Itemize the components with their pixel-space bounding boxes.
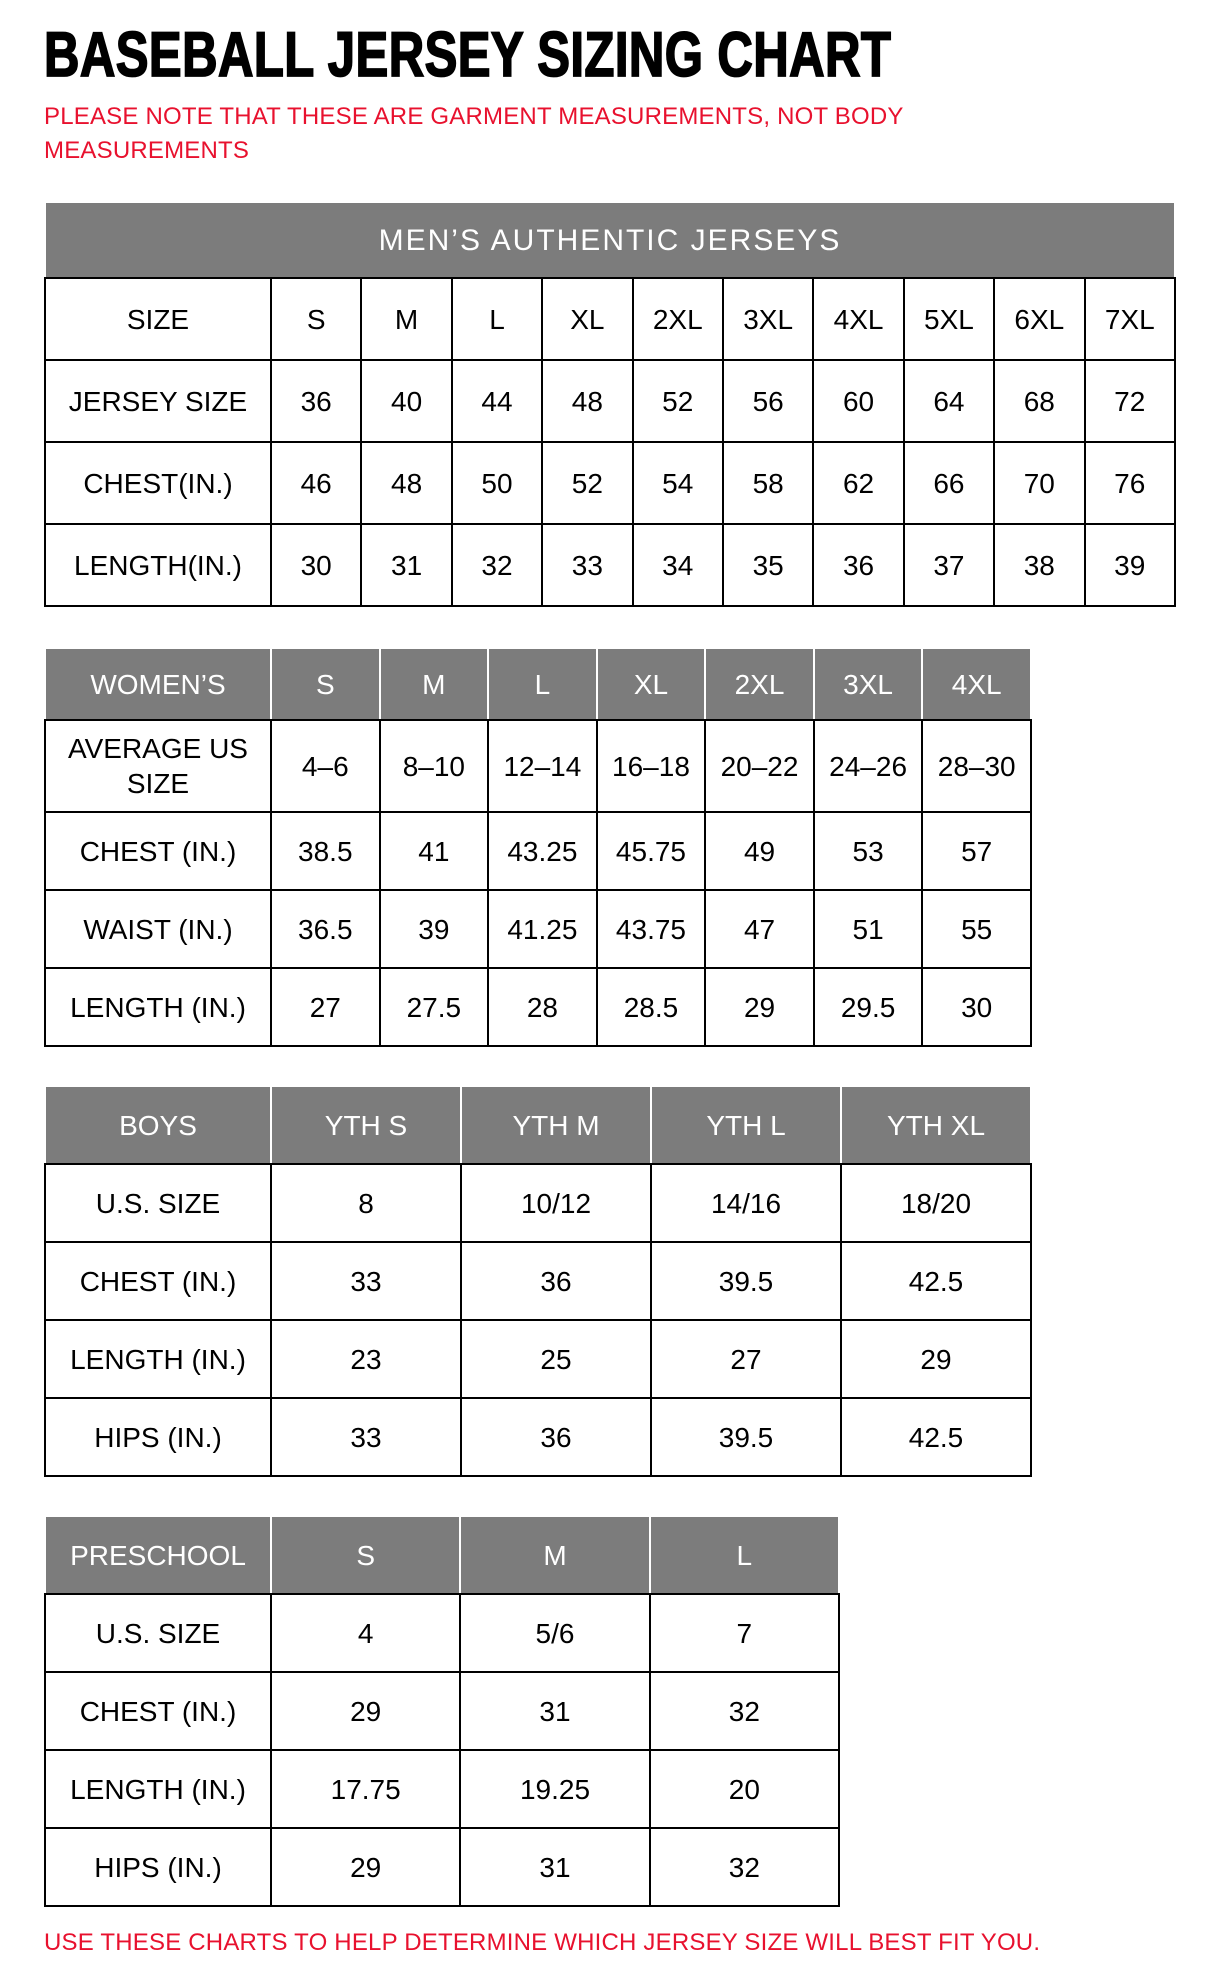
value-cell: 47 [705,890,814,968]
table-row [45,1594,839,1672]
value-cell: 29.5 [814,968,923,1046]
table-row [45,812,1031,890]
row-label: HIPS (IN.) [45,1828,271,1906]
row-label: CHEST (IN.) [45,1672,271,1750]
value-cell: 14/16 [651,1164,841,1242]
value-cell: 32 [650,1672,839,1750]
row-label: LENGTH (IN.) [45,968,271,1046]
table-title: PRESCHOOL [45,1516,271,1594]
value-cell: 43.25 [488,812,597,890]
value-cell: 18/20 [841,1164,1031,1242]
col-header: YTH S [271,1086,461,1164]
table-title: WOMEN’S [45,648,271,720]
value-cell: 4 [271,1594,460,1672]
value-cell: 64 [904,360,994,442]
value-cell: 58 [723,442,813,524]
value-cell: 36 [461,1398,651,1476]
row-label: CHEST (IN.) [45,812,271,890]
col-header: XL [542,278,632,360]
mens-authentic-jerseys-table [44,201,1176,607]
table-row [45,720,1031,812]
value-cell: 38 [994,524,1084,606]
row-label: CHEST (IN.) [45,1242,271,1320]
col-header: S [271,1516,460,1594]
table-row [45,1398,1031,1476]
col-header: 4XL [813,278,903,360]
col-header: 2XL [705,648,814,720]
table-row [45,202,1175,278]
value-cell: 41 [380,812,489,890]
value-cell: 34 [633,524,723,606]
value-cell: 36 [271,360,361,442]
value-cell: 36 [461,1242,651,1320]
value-cell: 42.5 [841,1242,1031,1320]
row-label: CHEST(IN.) [45,442,271,524]
table-row [45,442,1175,524]
value-cell: 62 [813,442,903,524]
row-label: JERSEY SIZE [45,360,271,442]
col-header: S [271,278,361,360]
value-cell: 29 [271,1828,460,1906]
value-cell: 54 [633,442,723,524]
col-header: XL [597,648,706,720]
value-cell: 7 [650,1594,839,1672]
value-cell: 16–18 [597,720,706,812]
value-cell: 48 [361,442,451,524]
value-cell: 28 [488,968,597,1046]
value-cell: 38.5 [271,812,380,890]
value-cell: 36.5 [271,890,380,968]
value-cell: 10/12 [461,1164,651,1242]
value-cell: 45.75 [597,812,706,890]
value-cell: 31 [460,1672,649,1750]
value-cell: 51 [814,890,923,968]
row-label: WAIST (IN.) [45,890,271,968]
table-row [45,890,1031,968]
value-cell: 27 [271,968,380,1046]
value-cell: 39 [380,890,489,968]
value-cell: 70 [994,442,1084,524]
value-cell: 33 [271,1398,461,1476]
col-header: YTH M [461,1086,651,1164]
value-cell: 8 [271,1164,461,1242]
table-row [45,360,1175,442]
table-row [45,1086,1031,1164]
col-header: M [361,278,451,360]
value-cell: 48 [542,360,632,442]
table-row [45,1672,839,1750]
value-cell: 55 [922,890,1031,968]
fit-advice-note: USE THESE CHARTS TO HELP DETERMINE WHICH JERSEY SIZE WILL BEST FIT YOU. [44,1929,1041,1957]
value-cell: 8–10 [380,720,489,812]
value-cell: 52 [633,360,723,442]
value-cell: 43.75 [597,890,706,968]
table-row [45,1750,839,1828]
row-label: LENGTH (IN.) [45,1750,271,1828]
value-cell: 72 [1085,360,1175,442]
value-cell: 28.5 [597,968,706,1046]
col-header: 6XL [994,278,1084,360]
col-header: M [380,648,489,720]
value-cell: 60 [813,360,903,442]
value-cell: 4–6 [271,720,380,812]
table-row [45,648,1031,720]
value-cell: 23 [271,1320,461,1398]
table-title: MEN’S AUTHENTIC JERSEYS [45,202,1175,278]
row-label: LENGTH (IN.) [45,1320,271,1398]
value-cell: 56 [723,360,813,442]
table-title: BOYS [45,1086,271,1164]
value-cell: 50 [452,442,542,524]
table-row [45,1164,1031,1242]
table-row [45,968,1031,1046]
page-title: BASEBALL JERSEY SIZING CHART [44,20,892,90]
value-cell: 29 [841,1320,1031,1398]
value-cell: 28–30 [922,720,1031,812]
value-cell: 46 [271,442,361,524]
value-cell: 35 [723,524,813,606]
value-cell: 40 [361,360,451,442]
value-cell: 49 [705,812,814,890]
value-cell: 37 [904,524,994,606]
value-cell: 30 [271,524,361,606]
value-cell: 19.25 [460,1750,649,1828]
col-header: YTH L [651,1086,841,1164]
table-row [45,1516,839,1594]
col-header: 7XL [1085,278,1175,360]
value-cell: 31 [460,1828,649,1906]
col-header: 5XL [904,278,994,360]
row-label: AVERAGE US SIZE [45,720,271,812]
row-label: U.S. SIZE [45,1594,271,1672]
value-cell: 76 [1085,442,1175,524]
value-cell: 24–26 [814,720,923,812]
table-row [45,1242,1031,1320]
value-cell: 29 [705,968,814,1046]
row-label: SIZE [45,278,271,360]
boys-table [44,1085,1032,1477]
value-cell: 31 [361,524,451,606]
value-cell: 20–22 [705,720,814,812]
value-cell: 42.5 [841,1398,1031,1476]
col-header: 2XL [633,278,723,360]
value-cell: 33 [271,1242,461,1320]
row-label: U.S. SIZE [45,1164,271,1242]
value-cell: 33 [542,524,632,606]
row-label: HIPS (IN.) [45,1398,271,1476]
value-cell: 30 [922,968,1031,1046]
col-header: 4XL [922,648,1031,720]
table-row [45,1320,1031,1398]
value-cell: 52 [542,442,632,524]
table-row [45,278,1175,360]
value-cell: 17.75 [271,1750,460,1828]
col-header: YTH XL [841,1086,1031,1164]
col-header: M [460,1516,649,1594]
col-header: 3XL [723,278,813,360]
garment-measurements-note: PLEASE NOTE THAT THESE ARE GARMENT MEASUREMENTS, NOT BODY MEASUREMENTS [44,103,904,164]
table-row [45,524,1175,606]
value-cell: 32 [650,1828,839,1906]
value-cell: 44 [452,360,542,442]
preschool-table [44,1515,840,1907]
col-header: L [488,648,597,720]
col-header: L [452,278,542,360]
value-cell: 12–14 [488,720,597,812]
table-row [45,1828,839,1906]
value-cell: 39 [1085,524,1175,606]
value-cell: 25 [461,1320,651,1398]
row-label: LENGTH(IN.) [45,524,271,606]
value-cell: 68 [994,360,1084,442]
value-cell: 20 [650,1750,839,1828]
value-cell: 53 [814,812,923,890]
value-cell: 29 [271,1672,460,1750]
value-cell: 5/6 [460,1594,649,1672]
value-cell: 57 [922,812,1031,890]
womens-table [44,647,1032,1047]
value-cell: 32 [452,524,542,606]
col-header: 3XL [814,648,923,720]
value-cell: 66 [904,442,994,524]
col-header: L [650,1516,839,1594]
value-cell: 27.5 [380,968,489,1046]
value-cell: 39.5 [651,1242,841,1320]
value-cell: 41.25 [488,890,597,968]
value-cell: 27 [651,1320,841,1398]
value-cell: 39.5 [651,1398,841,1476]
col-header: S [271,648,380,720]
value-cell: 36 [813,524,903,606]
